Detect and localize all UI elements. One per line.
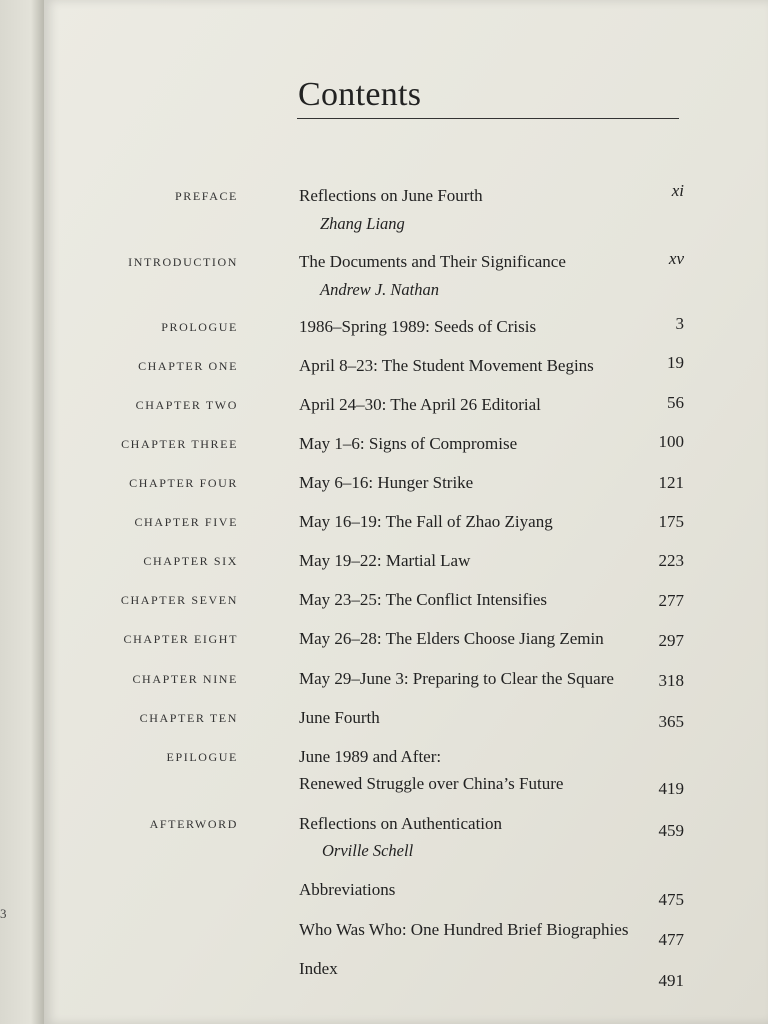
toc-entry-chapter-four[interactable] — [44, 473, 768, 503]
entry-page-number: 419 — [658, 779, 684, 798]
entry-title: The Documents and Their Significance — [299, 252, 566, 271]
toc-entry-epilogue[interactable] — [44, 747, 768, 803]
entry-title: June Fourth — [299, 708, 380, 727]
toc-entry-chapter-one[interactable] — [44, 353, 768, 386]
margin-mark: 3 — [0, 906, 7, 921]
entry-label: CHAPTER SEVEN — [120, 593, 238, 607]
entry-page-number: 365 — [658, 712, 684, 731]
entry-page-number: 491 — [658, 971, 684, 990]
entry-page-number: 19 — [667, 353, 684, 372]
toc-entry-chapter-two[interactable] — [44, 395, 768, 425]
entry-title: Index — [299, 959, 338, 978]
entry-label: PREFACE — [175, 189, 238, 203]
entry-title: April 8–23: The Student Movement Begins — [299, 356, 594, 375]
entry-label: INTRODUCTION — [128, 255, 238, 269]
entry-title: May 19–22: Martial Law — [299, 551, 471, 570]
entry-title: May 23–25: The Conflict Intensifies — [299, 590, 548, 609]
entry-label: CHAPTER TWO — [135, 398, 238, 412]
entry-title: April 24–30: The April 26 Editorial — [299, 395, 541, 414]
toc-entry-chapter-five[interactable] — [44, 512, 768, 542]
toc-entry-chapter-eight[interactable] — [44, 629, 768, 659]
entry-label: AFTERWORD — [149, 817, 238, 831]
toc-entry-afterword[interactable] — [44, 814, 768, 870]
entry-label: CHAPTER THREE — [121, 437, 238, 451]
toc-entry-who-was-who[interactable] — [44, 920, 768, 950]
entry-page-number: 100 — [658, 432, 684, 451]
entry-page-number: 277 — [658, 591, 684, 610]
entry-title: May 26–28: The Elders Choose Jiang Zemin — [299, 629, 604, 648]
entry-title: May 16–19: The Fall of Zhao Ziyang — [299, 512, 553, 531]
entry-title: June 1989 and After: — [299, 747, 442, 766]
toc-entry-preface[interactable] — [44, 181, 768, 233]
entry-title: 1986–Spring 1989: Seeds of Crisis — [299, 317, 537, 336]
toc-entry-introduction[interactable] — [44, 249, 768, 299]
entry-title-line-2: Renewed Struggle over China’s Future — [299, 774, 564, 793]
entry-label: PROLOGUE — [161, 320, 238, 334]
entry-label: CHAPTER FOUR — [129, 476, 238, 490]
entry-title: Reflections on Authentication — [299, 814, 503, 833]
entry-title: Who Was Who: One Hundred Brief Biographies — [299, 920, 629, 939]
entry-label: CHAPTER NINE — [132, 672, 238, 686]
toc-entry-chapter-nine[interactable] — [44, 669, 768, 699]
page-title: Contents — [298, 76, 422, 113]
contents-page — [44, 0, 768, 1024]
entry-page-number: 477 — [658, 930, 684, 949]
entry-page-number: 121 — [658, 473, 684, 492]
toc-entry-chapter-seven[interactable] — [44, 590, 768, 620]
entry-label: CHAPTER SIX — [143, 554, 238, 568]
entry-title: May 1–6: Signs of Compromise — [299, 434, 518, 453]
entry-author: Orville Schell — [322, 841, 414, 860]
toc-entry-index[interactable] — [44, 959, 768, 999]
toc-entry-chapter-six[interactable] — [44, 551, 768, 581]
toc-entry-abbreviations[interactable] — [44, 880, 768, 916]
entry-author: Andrew J. Nathan — [320, 280, 440, 299]
entry-page-number: 3 — [675, 314, 684, 333]
entry-label: EPILOGUE — [166, 750, 238, 764]
entry-label: CHAPTER EIGHT — [123, 632, 238, 646]
entry-label: CHAPTER TEN — [139, 711, 238, 725]
toc-entry-prologue[interactable] — [44, 314, 768, 347]
entry-page-number: xv — [668, 249, 684, 268]
entry-page-number: 56 — [667, 393, 684, 412]
toc-entry-chapter-three[interactable] — [44, 434, 768, 464]
entry-title: May 6–16: Hunger Strike — [299, 473, 474, 492]
entry-label: CHAPTER FIVE — [134, 515, 238, 529]
entry-page-number: 318 — [658, 671, 684, 690]
entry-page-number: 475 — [658, 890, 684, 909]
entry-page-number: 223 — [658, 551, 684, 570]
title-rule — [297, 118, 679, 119]
facing-page-edge — [0, 0, 44, 1024]
entry-author: Zhang Liang — [320, 214, 405, 233]
entry-page-number: 175 — [658, 512, 684, 531]
entry-page-number: 459 — [658, 821, 684, 840]
entry-label: CHAPTER ONE — [138, 359, 238, 373]
entry-title: May 29–June 3: Preparing to Clear the Square — [299, 669, 614, 688]
entry-title: Reflections on June Fourth — [299, 186, 483, 205]
entry-title: Abbreviations — [299, 880, 396, 899]
entry-page-number: 297 — [658, 631, 684, 650]
entry-page-number: xi — [671, 181, 684, 200]
toc-entry-chapter-ten[interactable] — [44, 708, 768, 738]
